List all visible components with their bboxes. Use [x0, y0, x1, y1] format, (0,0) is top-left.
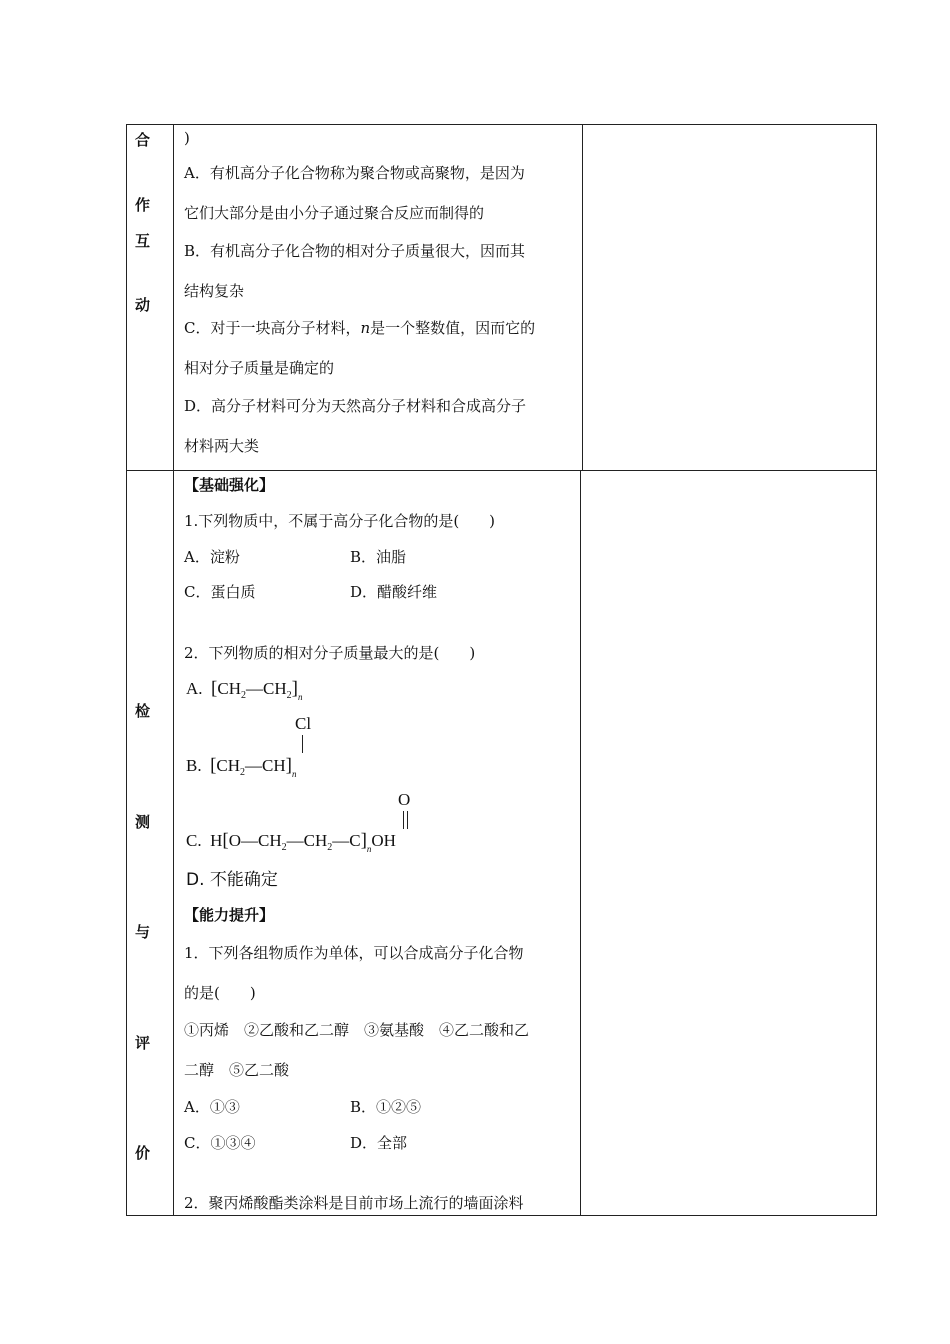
- section-label-test-3: 与: [135, 923, 151, 941]
- formula-c-sub-2: 2: [327, 842, 333, 853]
- section-label-test-5: 价: [135, 1144, 151, 1162]
- formula-c-double-bond-1: [403, 811, 404, 829]
- section-label-coop-2: 作: [135, 196, 151, 214]
- col-divider-right-bottom: [580, 470, 581, 1216]
- basic-q1-option-c: C．蛋白质: [184, 583, 256, 601]
- formula-b: B. $[CH_2—CH]_n$: [186, 755, 297, 779]
- advanced-heading: 【能力提升】: [184, 906, 275, 924]
- section-label-coop-4: 动: [135, 296, 151, 314]
- advanced-q2-stem: 2．聚丙烯酸酯类涂料是目前市场上流行的墙面涂料: [184, 1194, 524, 1212]
- formula-a-n: n: [297, 692, 303, 702]
- advanced-q1-items-line1: ①丙烯 ②乙酸和乙二醇 ③氨基酸 ④乙二酸和乙: [184, 1021, 530, 1039]
- coop-option-c-line1: [184, 318, 535, 338]
- row-divider: [126, 470, 877, 471]
- advanced-q1-option-b: B．①②⑤: [350, 1098, 422, 1116]
- formula-c-oh: OH: [371, 831, 396, 850]
- section-label-coop-3: 互: [135, 232, 151, 250]
- basic-q1-stem: 1.下列物质中，不属于高分子化合物的是( ): [184, 512, 496, 530]
- coop-option-c-n: n: [360, 319, 371, 337]
- table-border-top: [126, 124, 877, 125]
- formula-c-o-inline: O: [228, 831, 241, 850]
- formula-b-ch: CH: [262, 756, 286, 775]
- formula-a-ch2-2: CH: [262, 679, 287, 698]
- basic-q2-option-d: D. 不能确定: [186, 870, 278, 890]
- formula-c-c: C: [349, 831, 361, 850]
- coop-option-c-part1: C．对于一块高分子材料，: [184, 319, 361, 337]
- formula-a: A. $[CH_2—CH_2]_n$: [186, 678, 303, 702]
- advanced-q1-option-d: D．全部: [350, 1134, 408, 1152]
- basic-q1-option-b: B．油脂: [350, 548, 407, 566]
- coop-option-b-line1: B．有机高分子化合物的相对分子质量很大，因而其: [184, 242, 526, 260]
- formula-b-sub: 2: [240, 767, 246, 778]
- formula-b-ch2: CH: [216, 756, 241, 775]
- formula-c-ch2-2: CH: [303, 831, 328, 850]
- formula-c: C. $H[O—CH_2—CH_2—C]_nOH$: [186, 830, 396, 854]
- formula-c-n: n: [366, 844, 372, 854]
- advanced-q1-items-line2: 二醇 ⑤乙二酸: [184, 1061, 290, 1079]
- formula-b-cl: Cl: [295, 714, 312, 733]
- basic-q1-option-d: D．醋酸纤维: [350, 583, 438, 601]
- coop-option-c-part2: 是一个整数值，因而它的: [370, 319, 536, 337]
- formula-a-sub-1: 2: [240, 690, 246, 701]
- table-border-right: [876, 124, 877, 1216]
- section-label-test-2: 测: [135, 813, 151, 831]
- section-label-coop-1: 合: [135, 131, 151, 149]
- formula-c-label: C.: [186, 831, 202, 850]
- formula-c-h: H: [210, 831, 223, 850]
- coop-option-b-line2: 结构复杂: [184, 282, 245, 300]
- advanced-q1-option-c: C．①③④: [184, 1134, 256, 1152]
- basic-q2-stem: 2．下列物质的相对分子质量最大的是( ): [184, 644, 476, 662]
- formula-a-ch2-1: CH: [217, 679, 241, 698]
- coop-option-a-line2: 它们大部分是由小分子通过聚合反应而制得的: [184, 204, 485, 222]
- section-label-test-1: 检: [135, 702, 151, 720]
- basic-q1-option-a: A．淀粉: [184, 548, 240, 566]
- formula-a-sub-2: 2: [286, 690, 292, 701]
- formula-b-label: B.: [186, 756, 202, 775]
- advanced-q1-stem-line2: 的是( ): [184, 984, 256, 1002]
- table-border-left: [126, 124, 127, 1216]
- advanced-q1-stem-line1: 1．下列各组物质作为单体，可以合成高分子化合物: [184, 944, 524, 962]
- coop-option-d-line2: 材料两大类: [184, 437, 260, 455]
- coop-option-d-line1: D．高分子材料可分为天然高分子材料和合成高分子: [184, 397, 527, 415]
- table-border-bottom: [126, 1215, 877, 1216]
- col-divider-right-top: [582, 124, 583, 471]
- formula-b-n: n: [292, 769, 297, 779]
- formula-c-o: O: [398, 790, 411, 809]
- basic-heading: 【基础强化】: [184, 476, 275, 494]
- advanced-q1-option-a: A．①③: [184, 1098, 240, 1116]
- section-label-test-4: 评: [135, 1034, 151, 1052]
- coop-option-a-line1: A．有机高分子化合物称为聚合物或高聚物，是因为: [184, 164, 525, 182]
- formula-a-label: A.: [186, 679, 203, 698]
- col-divider-left: [173, 124, 174, 1216]
- formula-c-double-bond-2: [407, 811, 408, 829]
- coop-paren: ): [184, 129, 190, 147]
- formula-b-bond: [302, 735, 303, 753]
- formula-c-sub-1: 2: [281, 842, 287, 853]
- coop-option-c-line2: 相对分子质量是确定的: [184, 359, 335, 377]
- formula-c-ch2-1: CH: [257, 831, 282, 850]
